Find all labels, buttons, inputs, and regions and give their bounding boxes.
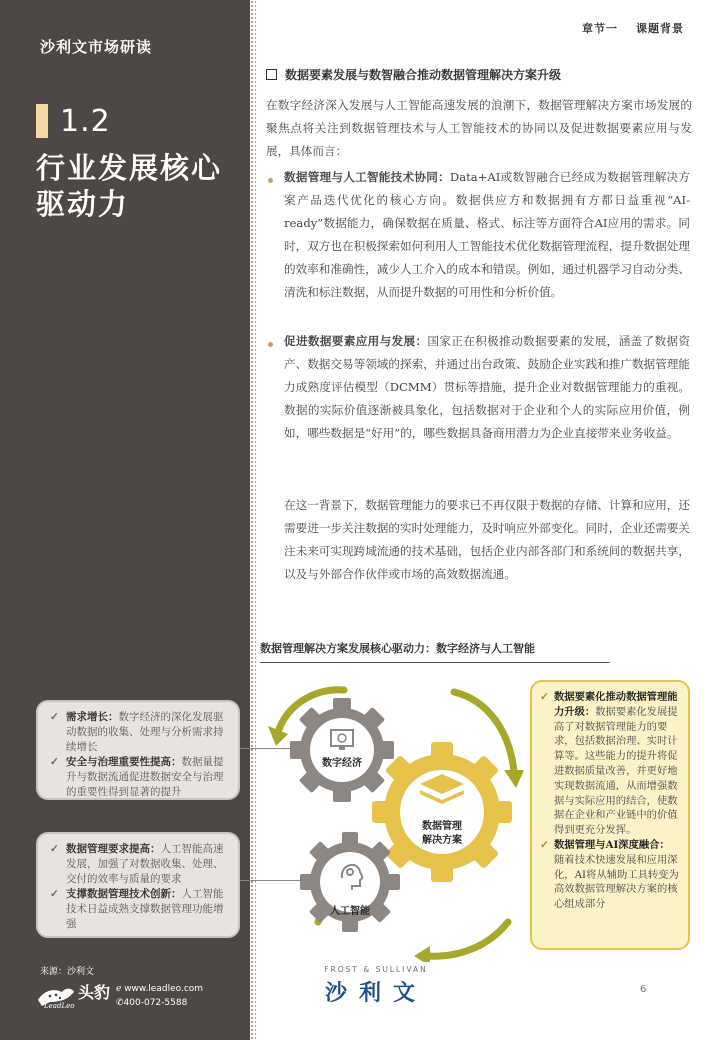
phone-icon: ✆ — [116, 998, 124, 1008]
right-callout-box — [530, 680, 690, 950]
chapter-label: 章节一 — [582, 22, 618, 35]
section-marker — [36, 104, 48, 138]
section-number-text: 1.2 — [60, 103, 111, 139]
ai-demand-box — [36, 832, 240, 938]
arrow-head — [414, 946, 430, 962]
logo-subtext: LeadLeo — [44, 1002, 75, 1010]
gear-economy — [290, 698, 394, 802]
list-item: ✓ 需求增长：数字经济的深化发展驱动数据的收集、处理与分析需求持续增长 — [50, 710, 226, 755]
brand-title: 沙利文市场研读 — [40, 38, 153, 56]
gear-center — [372, 742, 512, 882]
demand-box — [36, 700, 240, 800]
bullet-2-heading: 促进数据要素应用与发展： — [284, 334, 428, 348]
driver-diagram — [258, 672, 538, 962]
logo-text: 头豹 — [78, 983, 111, 1002]
contact-info — [116, 982, 203, 1010]
arrow-head — [504, 770, 524, 788]
website-link[interactable]: www.leadleo.com — [124, 984, 204, 994]
page-number: 6 — [640, 984, 647, 995]
list-item: ✓ 数据管理与AI深度融合：随着技术快速发展和应用深化，AI将从辅助工具转变为高效数据管理解决方案的核心组成部分 — [540, 838, 680, 912]
list-item: ✓ 数据管理要求提高：人工智能高速发展，加强了对数据收集、处理、交付的效率与质量的要求 — [50, 842, 226, 887]
figure-rule — [260, 662, 610, 663]
closing-paragraph: 在这一背景下，数据管理能力的要求已不再仅限于数据的存储、计算和应用，还需要进一步关注数据的实时处理能力，及时响应外部变化。同时，企业还需要关注未来可实现跨域流通的技术基础，包括企业内部各部门和系统间的数据共享，以及与外部合作伙伴或市场的高效数据流通。 — [284, 498, 690, 581]
figure-title: 数据管理解决方案发展核心驱动力：数字经济与人工智能 — [260, 642, 535, 655]
phone-row — [116, 996, 203, 1010]
bullet-2-text: 国家正在积极推动数据要素的发展，涵盖了数据资产、数据交易等领域的探索，并通过出台政策、鼓励企业实践和推广数据管理能力成熟度评估模型（DCMM）贯标等措施，提升企业对数据管理能力的重视。数据的实际价值逐渐被具象化，包括数据对于企业和个人的实际应用价值，例如，哪些数据是“好用”的，哪些数据具备商用潜力为企业直接带来业务收益。 — [284, 334, 690, 440]
frost-sullivan-logo — [296, 965, 456, 1007]
section-title: 行业发展核心驱动力 — [36, 151, 223, 221]
globe-icon: ℯ — [116, 984, 125, 994]
bullet-dot — [268, 342, 273, 347]
node-label-economy: 数字经济 — [322, 758, 362, 769]
section-number — [36, 104, 111, 138]
list-item: ✓ 安全与治理重要性提高：数据量提升与数据流通促进数据安全与治理的重要性得到显著的提升 — [50, 755, 226, 800]
node-label-ai: 人工智能 — [330, 906, 370, 917]
sidebar-dot-border — [250, 0, 256, 1040]
list-item: ✓ 数据要素化推动数据管理能力升级：数据要素化发展提高了对数据管理能力的要求，包括数据治理、实时计算等。这些能力的提升将促进数据质量改善，并更好地实现数据流通，从而增强数据与实际应用的结合，使数据在企业和产业链中的价值得到更充分发挥。 — [540, 690, 680, 838]
chapter-header — [582, 20, 684, 36]
subheading: 数据要素发展与数智融合推动数据管理解决方案升级 — [266, 66, 561, 83]
gear-ai — [300, 832, 400, 932]
bullet-dot — [268, 178, 273, 183]
arrow-bottom-right — [426, 922, 508, 956]
bullet-1-text: Data+AI或数智融合已经成为数据管理解决方案产品迭代优化的核心方向。数据供应方和数据拥有方都日益重视“AI-ready”数据能力，确保数据在质量、格式、标注等方面符合AI应用的需求。同时，双方也在积极探索如何利用人工智能技术优化数据管理流程，提升数据处理的效率和准确性，减少人工介入的成本和错误。例如，通过机器学习自动分类、清洗和标注数据，从而提升数据的可用性和分析价值。 — [284, 170, 690, 299]
fs-logo-top: FROST & SULLIVAN — [324, 965, 428, 974]
website-row — [116, 982, 203, 996]
intro-paragraph: 在数字经济深入发展与人工智能高速发展的浪潮下，数据管理解决方案市场发展的聚焦点将关注到数据管理技术与人工智能技术的协同以及促进数据要素应用与发展，具体而言： — [266, 98, 692, 158]
bullet-paragraph-2 — [284, 330, 690, 445]
list-item: ✓ 支撑数据管理技术创新：人工智能技术日益成熟支撑数据管理功能增强 — [50, 887, 226, 932]
bullet-paragraph-1 — [284, 166, 690, 304]
phone-number: 400-072-5588 — [123, 998, 188, 1008]
node-label-center: 数据管理 解决方案 — [422, 821, 462, 846]
chapter-title: 课题背景 — [636, 22, 684, 35]
fs-logo-main: 沙利文 — [324, 981, 427, 1006]
source-label: 来源：沙利文 — [40, 967, 95, 977]
bullet-1-heading: 数据管理与人工智能技术协同： — [284, 170, 450, 184]
